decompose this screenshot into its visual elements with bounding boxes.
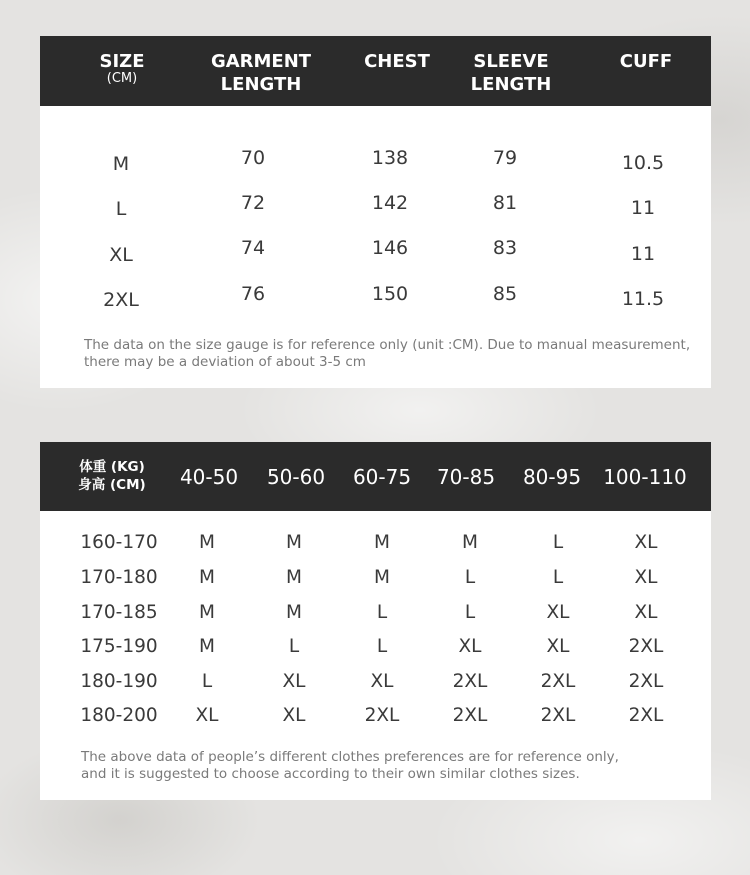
size-cell: L bbox=[115, 198, 127, 220]
size-recommend-cell: 2XL bbox=[628, 671, 664, 692]
sleeve-length-cell: 81 bbox=[492, 192, 518, 214]
cuff-cell: 11 bbox=[630, 243, 656, 265]
size-recommend-cell: M bbox=[462, 532, 478, 553]
header-size-label: SIZE bbox=[99, 51, 145, 72]
header-garment-length-line1: GARMENT bbox=[210, 51, 312, 72]
size-recommend-cell: L bbox=[376, 636, 388, 657]
size-recommend-cell: XL bbox=[370, 671, 394, 692]
header-weight-range: 70-85 bbox=[436, 465, 496, 489]
cuff-cell: 11.5 bbox=[621, 288, 665, 310]
header-weight-height bbox=[78, 458, 145, 494]
header-weight-range: 40-50 bbox=[179, 465, 239, 489]
size-recommend-cell: 2XL bbox=[364, 705, 400, 726]
garment-length-cell: 70 bbox=[240, 147, 266, 169]
height-cell: 180-190 bbox=[80, 671, 158, 692]
size-cell: 2XL bbox=[103, 289, 139, 311]
cuff-cell: 10.5 bbox=[621, 152, 665, 174]
size-recommend-cell: XL bbox=[282, 671, 306, 692]
header-cuff bbox=[620, 50, 672, 73]
height-cell: 170-180 bbox=[80, 567, 158, 588]
cuff-cell: 11 bbox=[630, 197, 656, 219]
size-recommend-cell: 2XL bbox=[452, 671, 488, 692]
size-recommend-cell: 2XL bbox=[628, 636, 664, 657]
sleeve-length-cell: 83 bbox=[492, 237, 518, 259]
size-recommend-cell: XL bbox=[282, 705, 306, 726]
size-recommend-cell: M bbox=[199, 567, 215, 588]
size-recommend-cell: M bbox=[199, 636, 215, 657]
size-chart-note-line2: there may be a deviation of about 3-5 cm bbox=[84, 354, 366, 370]
recommend-chart-panel bbox=[40, 442, 711, 800]
size-recommend-cell: 2XL bbox=[540, 671, 576, 692]
size-recommend-cell: M bbox=[286, 602, 302, 623]
header-sleeve-length-line2: LENGTH bbox=[470, 74, 552, 95]
size-recommend-cell: L bbox=[288, 636, 300, 657]
header-weight-label: 体重 (KG) bbox=[79, 459, 145, 475]
header-weight-range: 60-75 bbox=[352, 465, 412, 489]
recommend-chart-note-line2: and it is suggested to choose according to their own similar clothes sizes. bbox=[81, 766, 580, 782]
header-garment-length-line2: LENGTH bbox=[220, 74, 302, 95]
size-recommend-cell: L bbox=[552, 532, 564, 553]
size-recommend-cell: M bbox=[286, 567, 302, 588]
size-recommend-cell: M bbox=[199, 602, 215, 623]
size-chart-note bbox=[84, 337, 690, 371]
header-cuff-line1: CUFF bbox=[619, 51, 673, 72]
chest-cell: 142 bbox=[371, 192, 409, 214]
header-weight-range: 50-60 bbox=[266, 465, 326, 489]
header-weight-range: 100-110 bbox=[603, 465, 687, 489]
size-recommend-cell: M bbox=[374, 567, 390, 588]
size-recommend-cell: XL bbox=[634, 532, 658, 553]
height-cell: 180-200 bbox=[80, 705, 158, 726]
size-recommend-cell: XL bbox=[634, 567, 658, 588]
sleeve-length-cell: 85 bbox=[492, 283, 518, 305]
size-cell: XL bbox=[109, 244, 133, 266]
garment-length-cell: 76 bbox=[240, 283, 266, 305]
size-recommend-cell: L bbox=[201, 671, 213, 692]
size-recommend-cell: M bbox=[199, 532, 215, 553]
height-cell: 175-190 bbox=[80, 636, 158, 657]
header-sleeve-length bbox=[471, 50, 552, 96]
height-cell: 160-170 bbox=[80, 532, 158, 553]
size-recommend-cell: XL bbox=[195, 705, 219, 726]
garment-length-cell: 72 bbox=[240, 192, 266, 214]
header-height-label: 身高 (CM) bbox=[78, 477, 146, 493]
recommend-chart-note bbox=[81, 749, 619, 783]
size-recommend-cell: 2XL bbox=[540, 705, 576, 726]
size-recommend-cell: 2XL bbox=[452, 705, 488, 726]
garment-length-cell: 74 bbox=[240, 237, 266, 259]
recommend-chart-note-line1: The above data of people’s different clothes preferences are for reference only, bbox=[81, 749, 619, 765]
size-recommend-cell: XL bbox=[546, 636, 570, 657]
size-recommend-cell: M bbox=[286, 532, 302, 553]
size-recommend-cell: L bbox=[464, 602, 476, 623]
size-chart-note-line1: The data on the size gauge is for reference only (unit :CM). Due to manual measurement, bbox=[84, 337, 691, 353]
header-sleeve-length-line1: SLEEVE bbox=[473, 51, 549, 72]
size-chart-header bbox=[40, 36, 711, 106]
size-recommend-cell: XL bbox=[634, 602, 658, 623]
sleeve-length-cell: 79 bbox=[492, 147, 518, 169]
header-size-unit: (CM) bbox=[106, 71, 138, 86]
header-chest-line1: CHEST bbox=[364, 51, 430, 72]
chest-cell: 138 bbox=[371, 147, 409, 169]
header-weight-range: 80-95 bbox=[522, 465, 582, 489]
size-recommend-cell: 2XL bbox=[628, 705, 664, 726]
header-chest bbox=[364, 50, 430, 73]
chest-cell: 150 bbox=[371, 283, 409, 305]
size-recommend-cell: L bbox=[464, 567, 476, 588]
header-garment-length bbox=[211, 50, 311, 96]
size-recommend-cell: M bbox=[374, 532, 390, 553]
size-recommend-cell: XL bbox=[546, 602, 570, 623]
height-cell: 170-185 bbox=[80, 602, 158, 623]
size-recommend-cell: L bbox=[376, 602, 388, 623]
size-recommend-cell: XL bbox=[458, 636, 482, 657]
size-cell: M bbox=[112, 153, 130, 175]
size-recommend-cell: L bbox=[552, 567, 564, 588]
chest-cell: 146 bbox=[371, 237, 409, 259]
recommend-chart-header bbox=[40, 442, 711, 511]
header-size bbox=[99, 50, 144, 84]
size-chart-panel bbox=[40, 36, 711, 388]
